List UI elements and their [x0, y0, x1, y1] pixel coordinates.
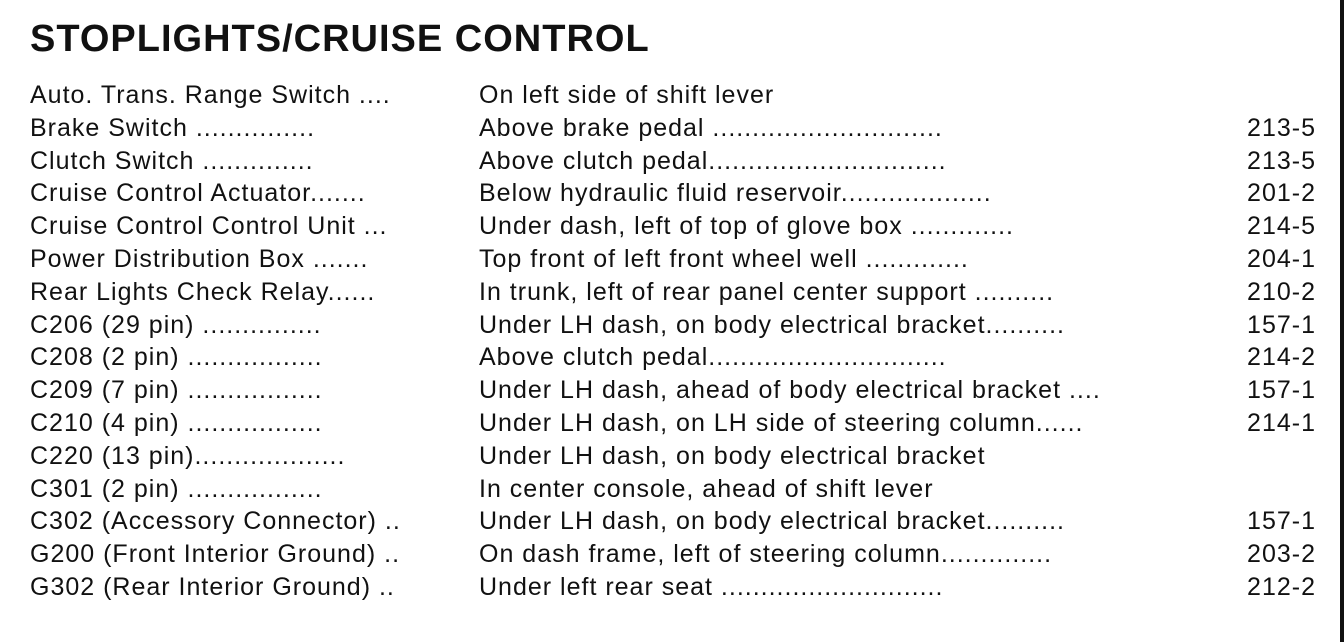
component-location: Above clutch pedal..............................: [479, 146, 947, 175]
table-row: [30, 145, 1316, 178]
page-reference: 203-2: [1247, 540, 1316, 569]
page-reference: 214-2: [1247, 343, 1316, 372]
component-location: Under LH dash, ahead of body electrical bracket ....: [479, 376, 1101, 405]
component-location: Under dash, left of top of glove box .............: [479, 212, 1014, 241]
table-row: [30, 374, 1316, 407]
page-right-border: [1340, 0, 1344, 642]
page-reference: 204-1: [1247, 244, 1316, 273]
table-row: [30, 505, 1316, 538]
table-row: [30, 440, 1316, 473]
page-reference: 210-2: [1247, 277, 1316, 306]
component-location: Under LH dash, on body electrical bracket: [479, 441, 986, 470]
page-reference: 214-1: [1247, 408, 1316, 437]
table-row: [30, 571, 1316, 604]
page-reference: 213-5: [1247, 113, 1316, 142]
component-location: On dash frame, left of steering column..............: [479, 540, 1053, 569]
table-row: [30, 210, 1316, 243]
component-name: G302 (Rear Interior Ground) ..: [30, 572, 395, 601]
component-name: Cruise Control Control Unit ...: [30, 212, 388, 241]
page-reference: 157-1: [1247, 376, 1316, 405]
table-row: [30, 276, 1316, 309]
component-location: Under LH dash, on body electrical bracket..........: [479, 310, 1065, 339]
component-name: Power Distribution Box .......: [30, 244, 369, 273]
page-title: STOPLIGHTS/CRUISE CONTROL: [30, 18, 650, 60]
component-name: Brake Switch ...............: [30, 113, 316, 142]
table-row: [30, 309, 1316, 342]
component-name: C209 (7 pin) .................: [30, 376, 323, 405]
component-name: Clutch Switch ..............: [30, 146, 314, 175]
component-location: On left side of shift lever: [479, 81, 775, 109]
component-location: Under LH dash, on LH side of steering column......: [479, 408, 1084, 437]
page-reference: 157-1: [1247, 310, 1316, 339]
page-reference: 212-2: [1247, 572, 1316, 601]
page-reference: 201-2: [1247, 179, 1316, 208]
component-location: Below hydraulic fluid reservoir...................: [479, 179, 992, 208]
page-reference: 157-1: [1247, 507, 1316, 536]
component-name: C210 (4 pin) .................: [30, 408, 323, 437]
component-name: C301 (2 pin) .................: [30, 474, 323, 503]
component-name: Auto. Trans. Range Switch ....: [30, 81, 391, 109]
page-reference: 213-5: [1247, 146, 1316, 175]
table-row: [30, 112, 1316, 145]
page-reference: 214-5: [1247, 212, 1316, 241]
table-row: [30, 407, 1316, 440]
table-row: [30, 177, 1316, 210]
component-name: G200 (Front Interior Ground) ..: [30, 540, 401, 569]
component-location: Above clutch pedal..............................: [479, 343, 947, 372]
component-name: Rear Lights Check Relay......: [30, 277, 376, 306]
table-row: [30, 79, 1316, 112]
table-row: [30, 538, 1316, 571]
component-location: Above brake pedal .............................: [479, 113, 943, 142]
component-location: Under left rear seat ............................: [479, 572, 944, 601]
table-row: [30, 243, 1316, 276]
component-location: In center console, ahead of shift lever: [479, 474, 934, 503]
component-name: C220 (13 pin)...................: [30, 441, 346, 470]
component-name: C206 (29 pin) ...............: [30, 310, 322, 339]
table-row: [30, 473, 1316, 506]
component-location: In trunk, left of rear panel center support ..........: [479, 277, 1055, 306]
component-name: C302 (Accessory Connector) ..: [30, 507, 401, 536]
component-location: Top front of left front wheel well .............: [479, 244, 969, 273]
component-location: Under LH dash, on body electrical bracket..........: [479, 507, 1065, 536]
table-row: [30, 341, 1316, 374]
component-name: C208 (2 pin) .................: [30, 343, 323, 372]
component-location-table: [30, 79, 1316, 604]
component-name: Cruise Control Actuator.......: [30, 179, 366, 208]
